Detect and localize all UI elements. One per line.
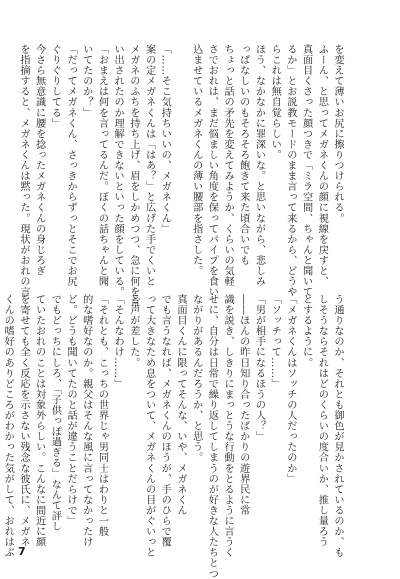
text-line: 「メガネくんはソッチの人だったのか」 <box>284 294 296 484</box>
text-line: 識を説き、しきりにまっとうな行動をとるように言うく <box>222 294 234 558</box>
text-line: 今さら無意識に腰を捻ったメガネくんの身じろぎ <box>33 44 45 277</box>
text-line: 真面目くんに限ってそんな、いや、メガネくん <box>174 294 186 516</box>
text-line: 「おまえは何を言ってるんだ。ぼくの話ちゃんと聞 <box>96 44 108 287</box>
text-line: 「それとも、こっちの世界じゃ男同士はわりと一般 <box>96 294 108 537</box>
text-line: 「男が相手になるほうの人？」 <box>253 294 265 442</box>
text-line: い出されたのか理解できないといった顔をしている。 <box>112 44 124 298</box>
text-line: 真面目くさった顔つきで「ミラ空間、ちゃんと聞いて <box>300 44 312 298</box>
text-line: 案の定メガネくんは「はあ？」と広げた手でくいと <box>143 44 155 287</box>
text-line: しそうならそれはどのくらいの度合いか、推し量ろう <box>316 294 328 548</box>
text-line: ――ほんの昨日知り合ったばかりの遊界民に常 <box>237 294 249 516</box>
bottom-text-block <box>2 294 345 579</box>
text-line: でも言うなれば、メガネくんのほうが、手のひらで覆 <box>159 294 171 548</box>
text-line: らこれは無自覚らしい。 <box>269 44 281 161</box>
text-line: ぐりぐりしてる」 <box>49 44 61 129</box>
text-line: 「……そこ気持ちいいの、メガネくん」 <box>159 44 171 234</box>
text-line: ほう、なかなかに罪深いな。と思いながら、悲しみ <box>253 44 265 287</box>
top-text-block <box>17 44 345 308</box>
text-line: 的な嗜好なのか。親父はそんな風に言ってなかったけ <box>80 294 92 548</box>
text-line: 「だってメガネくん、さっきからずっとそこでお尻 <box>65 44 77 287</box>
text-line: と声が差した。 <box>127 294 139 368</box>
text-line: でもどっちにしろ、「子供っぽ過ぎる」なんて評し <box>49 294 61 532</box>
text-line: せに、自分は日常で繰り返してしまうのが好きな人たちとつ <box>206 294 218 579</box>
text-line: とするように。 <box>300 294 312 368</box>
text-line: ながりがあるんだろうか、と思う。 <box>190 294 202 463</box>
text-line: を変えて薄いお尻に擦りつけられる。 <box>332 44 343 224</box>
text-line: う通りなのか、それとも御色が見かされているのか、も <box>332 294 343 558</box>
text-line: さでおれは、まだ悩ましい角度を保ってパイプを食い <box>206 44 218 298</box>
text-line: 「そんなわけ……」 <box>112 294 124 389</box>
text-line: を寄せても全く反応を示さない残念な彼氏に、メガネ <box>17 294 29 548</box>
text-line: るか」とお説教モードのまま言って来るから、どうや <box>284 44 296 298</box>
text-line: ちょっと話の矛先を変えてみようか、くらいの気軽 <box>222 44 234 287</box>
text-line: を指摘すると、メガネくんは黙った。現状がおれの言 <box>17 44 29 298</box>
text-line: って大きなため息をついて、メガネくんの目がぐいっと <box>143 294 155 558</box>
text-line: くんの嗜好のありどころがわかった気がして、おれはぶ <box>2 294 14 558</box>
text-line: ふーん、と思ってメガネくんの顔に視線を戻すと、 <box>316 44 328 287</box>
page-number: 7 <box>18 545 26 558</box>
text-line: ど。どうも聞いてたのと話が違うことだらけで」 <box>65 294 77 527</box>
text-line: ていたおれのことは対象外らしい。こんなに間近に顔 <box>33 294 45 548</box>
text-line: っぱなしいのもそろそろ飽きて来た頃合いでも <box>237 44 249 266</box>
text-line: いてたのか？」 <box>80 44 92 118</box>
text-line: メガネのふちを持ち上げ、眉をしかめつつ、急に何を言 <box>127 44 139 308</box>
text-line: 「ソッチって……」 <box>269 294 281 389</box>
text-line: 込ませているメガネくんの薄い腰部を指さした。 <box>190 44 202 277</box>
text-line <box>172 44 188 269</box>
